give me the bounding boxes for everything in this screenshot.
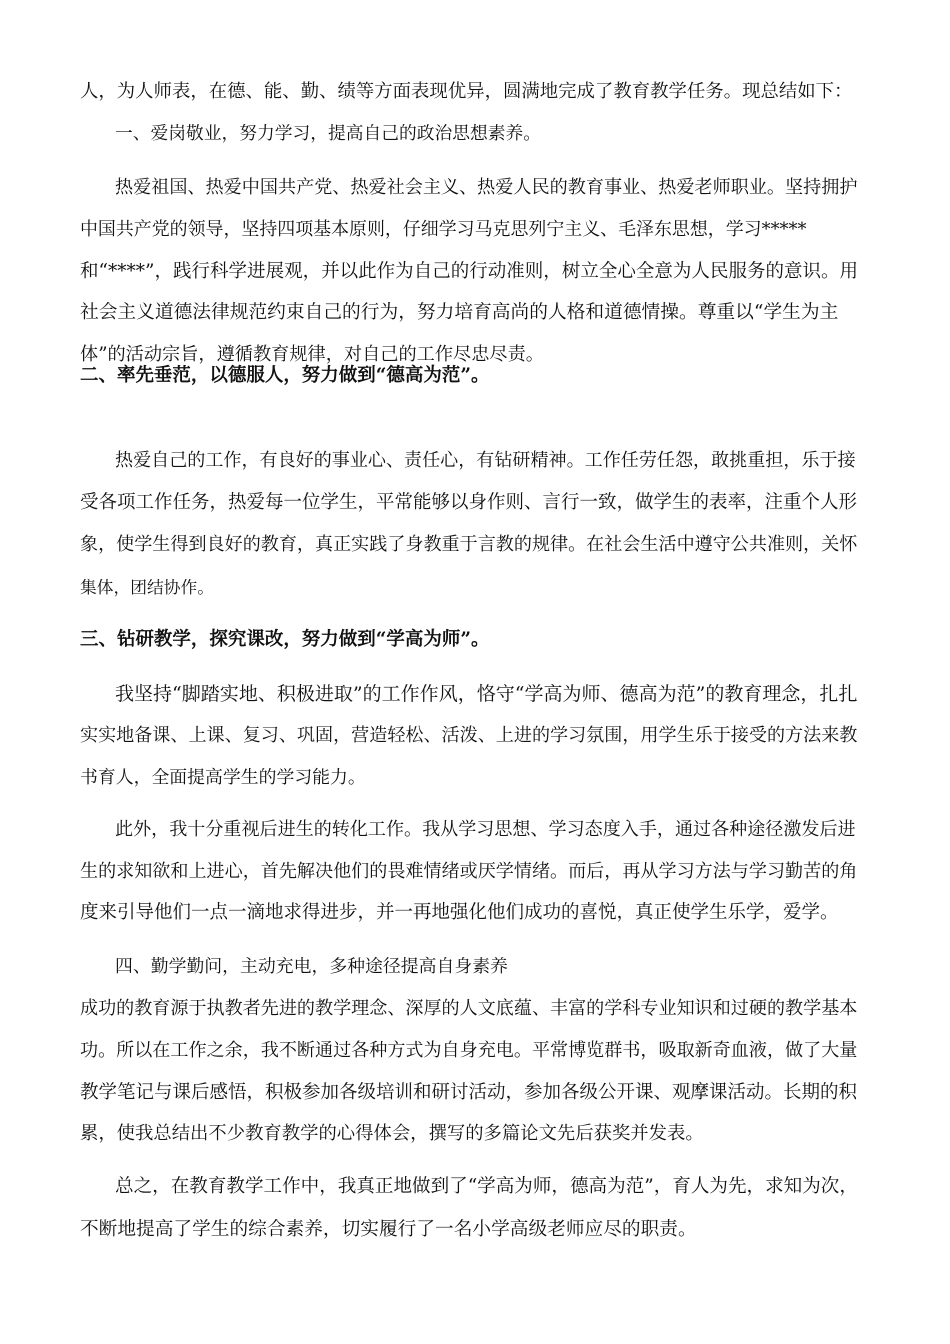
text-line: 人，为人师表，在德、能、勤、绩等方面表现优异，圆满地完成了教育教学任务。现总结如下： bbox=[80, 81, 853, 102]
text-line: 和“****”，践行科学进展观，并以此作为自己的行动准则，树立全心全意为人民服务的意识。用 bbox=[80, 261, 859, 282]
text-line: 象，使学生得到良好的教育，真正实践了身教重于言教的规律。在社会生活中遵守公共准则，关怀 bbox=[80, 534, 858, 555]
text-line: 受各项工作任务，热爱每一位学生，平常能够以身作则、言行一致，做学生的表率，注重个人形 bbox=[80, 492, 858, 513]
text-line: 功。所以在工作之余，我不断通过各种方式为自身充电。平常博览群书，吸取新奇血液，做了大量 bbox=[80, 1040, 858, 1061]
text-line: 我坚持“脚踏实地、积极进取”的工作作风，恪守“学高为师、德高为范”的教育理念，扎扎 bbox=[115, 683, 858, 705]
text-line: 书育人，全面提高学生的学习能力。 bbox=[80, 767, 366, 788]
section-heading-2: 二、率先垂范，以德服人，努力做到“德高为范”。 bbox=[80, 365, 490, 386]
section-heading-3: 三、钻研教学，探究课改，努力做到“学高为师”。 bbox=[80, 629, 490, 650]
text-line: 总之，在教育教学工作中，我真正地做到了“学高为师，德高为范”，育人为先，求知为次， bbox=[115, 1176, 858, 1197]
text-line: 教学笔记与课后感悟，积极参加各级培训和研讨活动，参加各级公开课、观摩课活动。长期的积 bbox=[80, 1082, 858, 1103]
text-line: 体”的活动宗旨，遵循教育规律，对自己的工作尽忠尽责。 bbox=[80, 344, 544, 365]
text-line: 社会主义道德法律规范约束自己的行为，努力培育高尚的人格和道德情操。尊重以“学生为主 bbox=[80, 302, 839, 323]
text-line: 成功的教育源于执教者先进的教学理念、深厚的人文底蕴、丰富的学科专业知识和过硬的教学基本 bbox=[80, 998, 858, 1019]
section-heading-1: 一、爱岗敬业，努力学习，提高自己的政治思想素养。 bbox=[115, 124, 542, 144]
text-line: 度来引导他们一点一滴地求得进步，并一再地强化他们成功的喜悦，真正使学生乐学，爱学。 bbox=[80, 902, 839, 923]
text-line: 实实地备课、上课、复习、巩固，营造轻松、活泼、上进的学习氛围，用学生乐于接受的方法来教 bbox=[80, 725, 858, 746]
text-line: 累，使我总结出不少教育教学的心得体会，撰写的多篇论文先后获奖并发表。 bbox=[80, 1123, 704, 1144]
section-heading-4: 四、勤学勤问，主动充电，多种途径提高自身素养 bbox=[115, 956, 508, 977]
text-line: 热爱祖国、热爱中国共产党、热爱社会主义、热爱人民的教育事业、热爱老师职业。坚持拥护 bbox=[115, 177, 858, 198]
text-line: 不断地提高了学生的综合素养，切实履行了一名小学高级老师应尽的职责。 bbox=[80, 1219, 697, 1240]
text-line: 生的求知欲和上进心，首先解决他们的畏难情绪或厌学情绪。而后，再从学习方法与学习勤苦的角 bbox=[80, 861, 858, 882]
text-line: 中国共产党的领导，坚持四项基本原则，仔细学习马克思列宁主义、毛泽东思想，学习***** bbox=[80, 219, 807, 240]
text-line: 热爱自己的工作，有良好的事业心、责任心，有钻研精神。工作任劳任怨，敢挑重担，乐于接 bbox=[115, 450, 856, 471]
text-line: 此外，我十分重视后进生的转化工作。我从学习思想、学习态度入手，通过各种途径激发后进 bbox=[115, 819, 856, 840]
text-line: 集体，团结协作。 bbox=[80, 577, 215, 597]
